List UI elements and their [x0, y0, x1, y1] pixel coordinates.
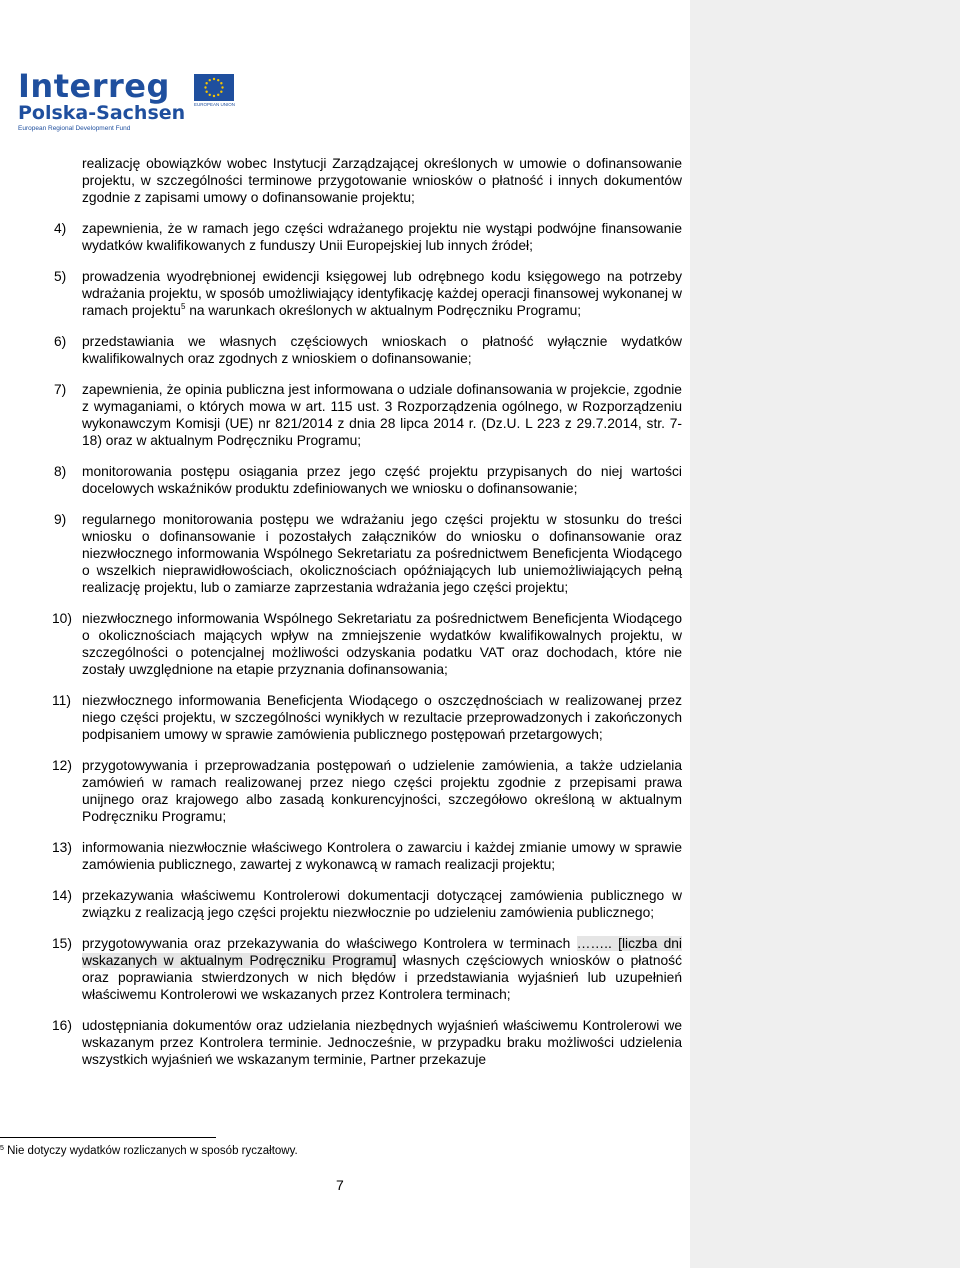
item-number: 11) — [52, 693, 71, 708]
item-number: 8) — [54, 464, 67, 479]
item-number: 5) — [54, 269, 67, 284]
eu-star-icon — [209, 79, 211, 81]
list-item — [54, 511, 682, 596]
footnote-number: 5 — [0, 1145, 4, 1152]
item-number: 15) — [52, 936, 72, 951]
eu-star-icon — [205, 82, 207, 84]
eu-flag-icon — [194, 74, 234, 101]
list-item — [54, 1017, 682, 1068]
eu-star-icon — [213, 78, 215, 80]
list-item — [54, 220, 682, 254]
eu-star-icon — [221, 86, 223, 88]
document-body — [54, 155, 682, 1082]
item-text: zapewnienia, że opinia publiczna jest informowana o udziale dofinansowania w projekcie, zgodnie z wymaganiami, o których mowa w art. 115 ust. 3 Rozporządzenia ogólnego, w Rozporządzeniu wykonawczym Komisji (UE) nr 821/2014 z dnia 28 lipca 2014 r. (Dz.U. L 223 z 29.7.2014, str. 7-18) oraz w aktualnym Podręczniku Programu; — [82, 382, 682, 448]
eu-star-icon — [204, 86, 206, 88]
item-number: 4) — [54, 221, 67, 236]
eu-star-icon — [217, 94, 219, 96]
list-item — [54, 268, 682, 319]
eu-star-icon — [205, 91, 207, 93]
item-number: 6) — [54, 334, 67, 349]
list-item — [54, 692, 682, 743]
eu-label: EUROPEAN UNION — [194, 102, 236, 107]
list-item — [54, 610, 682, 678]
eu-star-icon — [217, 79, 219, 81]
item-number: 7) — [54, 382, 67, 397]
item-text: przedstawiania we własnych częściowych wnioskach o płatność wyłącznie wydatków kwalifikowalnych oraz zgodnych z wnioskiem o dofinansowanie; — [82, 334, 682, 366]
item-number: 14) — [52, 888, 72, 903]
item-text: prowadzenia wyodrębnionej ewidencji księgowej lub odrębnego kodu księgowego na potrzeby wdrażania projektu, w sposób umożliwiający identyfikację każdej operacji finansowej wykonanej w ramach projektu — [82, 269, 682, 318]
logo-program-name: Polska-Sachsen — [18, 102, 186, 124]
page-number: 7 — [336, 1177, 344, 1193]
item-number: 16) — [52, 1018, 72, 1033]
item-text: niezwłocznego informowania Beneficjenta Wiodącego o oszczędnościach w realizowanej przez niego części projektu, w szczególności wynikłych w rezultacie przeprowadzonych i zakończonych podpisaniem umowy w sprawie zamówienia publicznego postępowań przetargowych; — [82, 693, 682, 742]
list-item — [54, 757, 682, 825]
item-text: niezwłocznego informowania Wspólnego Sekretariatu za pośrednictwem Beneficjenta Wiodącego o okolicznościach mających wpływ na zmniejszenie wydatków kwalifikowalnych projektu, w szczególności o potencjalnej możliwości odzyskania podatku VAT oraz dochodach, które nie zostały uwzględnione na etapie przyznania dofinansowania; — [82, 611, 682, 677]
item-text: przygotowywania oraz przekazywania do właściwego Kontrolera w terminach — [82, 936, 577, 951]
item-number: 10) — [52, 611, 72, 626]
eu-star-icon — [220, 82, 222, 84]
footnote-separator — [0, 1137, 216, 1138]
logo-fund-name: European Regional Development Fund — [18, 125, 131, 132]
item-text: monitorowania postępu osiągania przez jego część projektu przypisanych do niej wartości docelowych wskaźników produktu zdefiniowanych we wniosku o dofinansowanie; — [82, 464, 682, 496]
list-item — [54, 463, 682, 497]
eu-star-icon — [213, 95, 215, 97]
footnote-reference[interactable]: 5 — [180, 302, 186, 311]
footnote — [0, 1144, 298, 1158]
item-text: przekazywania właściwemu Kontrolerowi dokumentacji dotyczącej zamówienia publicznego w związku z realizacją jego części projektu niezwłocznie po udzieleniu zamówienia publicznego; — [82, 888, 682, 920]
item-text: informowania niezwłocznie właściwego Kontrolera o zawarciu i każdej zmianie umowy w sprawie zamówienia publicznego, zawartej z wykonawcą w ramach realizacji projektu; — [82, 840, 682, 872]
comment-margin — [690, 0, 960, 1268]
item-text: przygotowywania i przeprowadzania postępowań o udzielenie zamówienia, a także udzielania zamówień w ramach realizowanej przez niego części projektu zgodnie z przepisami prawa unijnego oraz krajowego albo zasadą konkurencyjności, szczegółowo określoną w aktualnym Podręczniku Programu; — [82, 758, 682, 824]
list-item — [54, 935, 682, 1003]
item-text: zapewnienia, że w ramach jego części wdrażanego projektu nie wystąpi podwójne finansowanie wydatków kwalifikowanych z funduszy Unii Europejskiej lub innych źródeł; — [82, 221, 682, 253]
list-item — [54, 381, 682, 449]
item-number: 12) — [52, 758, 72, 773]
footnote-text: Nie dotyczy wydatków rozliczanych w sposób ryczałtowy. — [3, 1145, 298, 1157]
item-number: 13) — [52, 840, 72, 855]
list-item — [54, 839, 682, 873]
item-text: regularnego monitorowania postępu we wdrażaniu jego części projektu w stosunku do treści wniosku o dofinansowanie i pozostałych załączników do wniosku o dofinansowanie oraz niezwłocznego informowania Wspólnego Sekretariatu za pośrednictwem Beneficjenta Wiodącego o wszelkich nieprawidłowościach, okolicznościach opóźniających lub uniemożliwiających pełną realizację projektu, lub o zamiarze zaprzestania wdrażania jego części projektu; — [82, 512, 682, 595]
intro-paragraph: realizację obowiązków wobec Instytucji Zarządzającej określonych w umowie o dofinansowanie projektu, w szczególności terminowe przygotowanie wniosków o płatność i innych dokumentów zgodnie z zapisami umowy o dofinansowanie projektu; — [82, 156, 682, 205]
list-item — [54, 333, 682, 367]
placeholder-highlight: …….. [liczba dni wskazanych w aktualnym Podręczniku Programu] — [82, 936, 682, 968]
eu-star-icon — [209, 94, 211, 96]
item-text: udostępniania dokumentów oraz udzielania niezbędnych wyjaśnień właściwemu Kontrolerowi we wskazanym przez Kontrolera terminie. Jednocześnie, w przypadku braku możliwości udzielenia wszystkich wyjaśnień we wskazanym terminie, Partner przekazuje — [82, 1018, 682, 1067]
interreg-logo — [18, 67, 236, 136]
item-text-continued: własnych częściowych wniosków o płatność oraz poprawiania stwierdzonych w nich błędów i przedstawiania wyjaśnień lub uzupełnień właściwemu Kontrolerowi we wskazanych przez Kontrolera terminach; — [82, 953, 682, 1002]
item-text-continued: na warunkach określonych w aktualnym Podręczniku Programu; — [185, 303, 582, 318]
item-number: 9) — [54, 512, 67, 527]
eu-star-icon — [220, 91, 222, 93]
logo-interreg-text: Interreg — [18, 67, 170, 105]
list-item — [54, 887, 682, 921]
